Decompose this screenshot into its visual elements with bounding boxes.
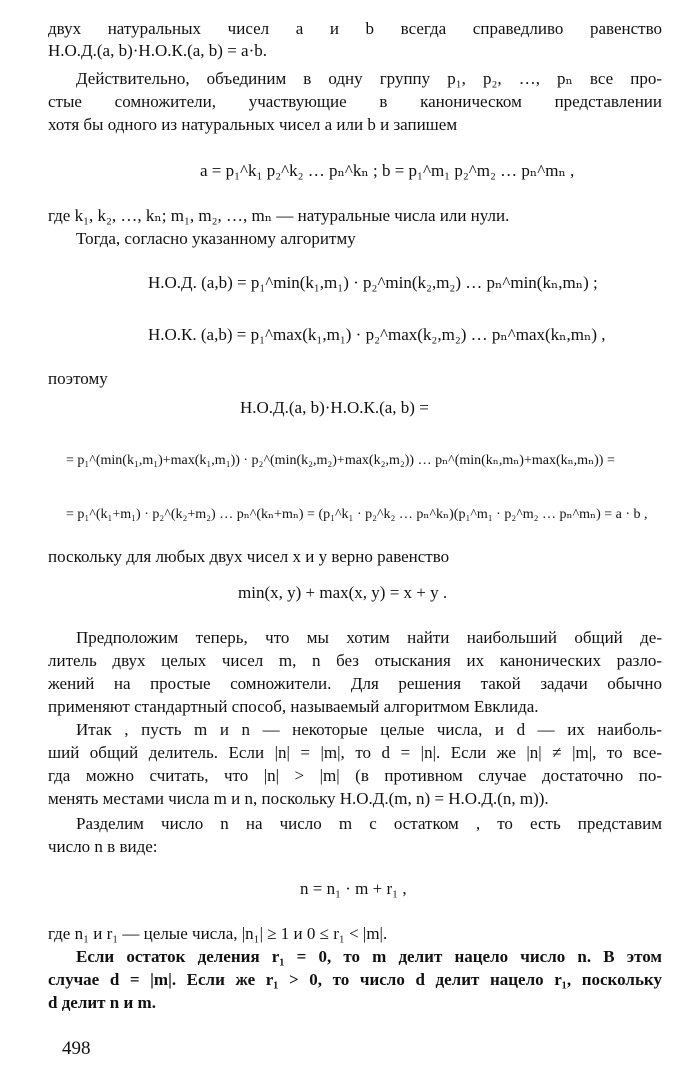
text-line: Тогда, согласно указанному алгоритму — [76, 229, 356, 248]
text-line: менять местами числа m и n, поскольку Н.О.Д.(m, n) = Н.О.Д.(n, m)). — [48, 789, 549, 808]
text-line: хотя бы одного из натуральных чисел a или b и запишем — [48, 115, 458, 134]
formula-min-max: min(x, y) + max(x, y) = x + y . — [238, 583, 448, 602]
text-line: литель двух целых чисел m, n без отыскания их канонических разло- — [48, 651, 662, 670]
formula-lcm: Н.О.К. (a,b) = p₁^max(k₁,m₁) · p₂^max(k₂,m₂) … pₙ^max(kₙ,mₙ) , — [148, 325, 606, 344]
formula-product-lhs: Н.О.Д.(a, b)·Н.О.К.(a, b) = — [240, 398, 429, 417]
text-line: Итак , пусть m и n — некоторые целые числа, и d — их наиболь- — [76, 720, 662, 739]
formula-gcd: Н.О.Д. (a,b) = p₁^min(k₁,m₁) · p₂^min(k₂,m₂) … pₙ^min(kₙ,mₙ) ; — [148, 273, 598, 292]
formula-canonical: a = p₁^k₁ p₂^k₂ … pₙ^kₙ ; b = p₁^m₁ p₂^m₂ … pₙ^mₙ , — [200, 161, 575, 180]
text-line: Если остаток деления r₁ = 0, то m делит нацело число n. В этом — [76, 947, 662, 966]
text-line: Предположим теперь, что мы хотим найти наибольший общий де- — [76, 628, 662, 647]
text-line: двух натуральных чисел a и b всегда справедливо равенство — [48, 19, 662, 38]
text-line: Действительно, объединим в одну группу p₁, p₂, …, pₙ все про- — [76, 69, 662, 88]
text-line: Разделим число n на число m с остатком , то есть представим — [76, 814, 662, 833]
text-line: ший общий делитель. Если |n| = |m|, то d = |n|. Если же |n| ≠ |m|, то все- — [48, 743, 662, 762]
text-line: поэтому — [48, 369, 108, 388]
text-line: Н.О.Д.(a, b)·Н.О.К.(a, b) = a·b. — [48, 41, 267, 60]
text-line: d делит n и m. — [48, 993, 156, 1012]
formula-product-step1: = p₁^(min(k₁,m₁)+max(k₁,m₁)) · p₂^(min(k₂,m₂)+max(k₂,m₂)) … pₙ^(min(kₙ,mₙ)+max(kₙ,mₙ)) = — [66, 453, 615, 468]
text-line: гда можно считать, что |n| > |m| (в противном случае достаточно по- — [48, 766, 662, 785]
text-line: стые сомножители, участвующие в каноническом представлении — [48, 92, 662, 111]
text-line: применяют стандартный способ, называемый алгоритмом Евклида. — [48, 697, 539, 716]
text-line: случае d = |m|. Если же r₁ > 0, то число d делит нацело r₁, поскольку — [48, 970, 662, 989]
text-line: жений на простые сомножители. Для решения такой задачи обычно — [48, 674, 662, 693]
text-line: поскольку для любых двух чисел x и y верно равенство — [48, 547, 450, 566]
page-number: 498 — [62, 1038, 91, 1059]
text-line: где n₁ и r₁ — целые числа, |n₁| ≥ 1 и 0 ≤ r₁ < |m|. — [48, 924, 388, 943]
formula-division: n = n₁ · m + r₁ , — [300, 879, 407, 898]
text-line: где k₁, k₂, …, kₙ; m₁, m₂, …, mₙ — натуральные числа или нули. — [48, 206, 510, 225]
text-line: число n в виде: — [48, 837, 158, 856]
formula-product-step2: = p₁^(k₁+m₁) · p₂^(k₂+m₂) … pₙ^(kₙ+mₙ) = (p₁^k₁ · p₂^k₂ … pₙ^kₙ)(p₁^m₁ · p₂^m₂ … pₙ^mₙ) = a · b , — [66, 507, 648, 522]
